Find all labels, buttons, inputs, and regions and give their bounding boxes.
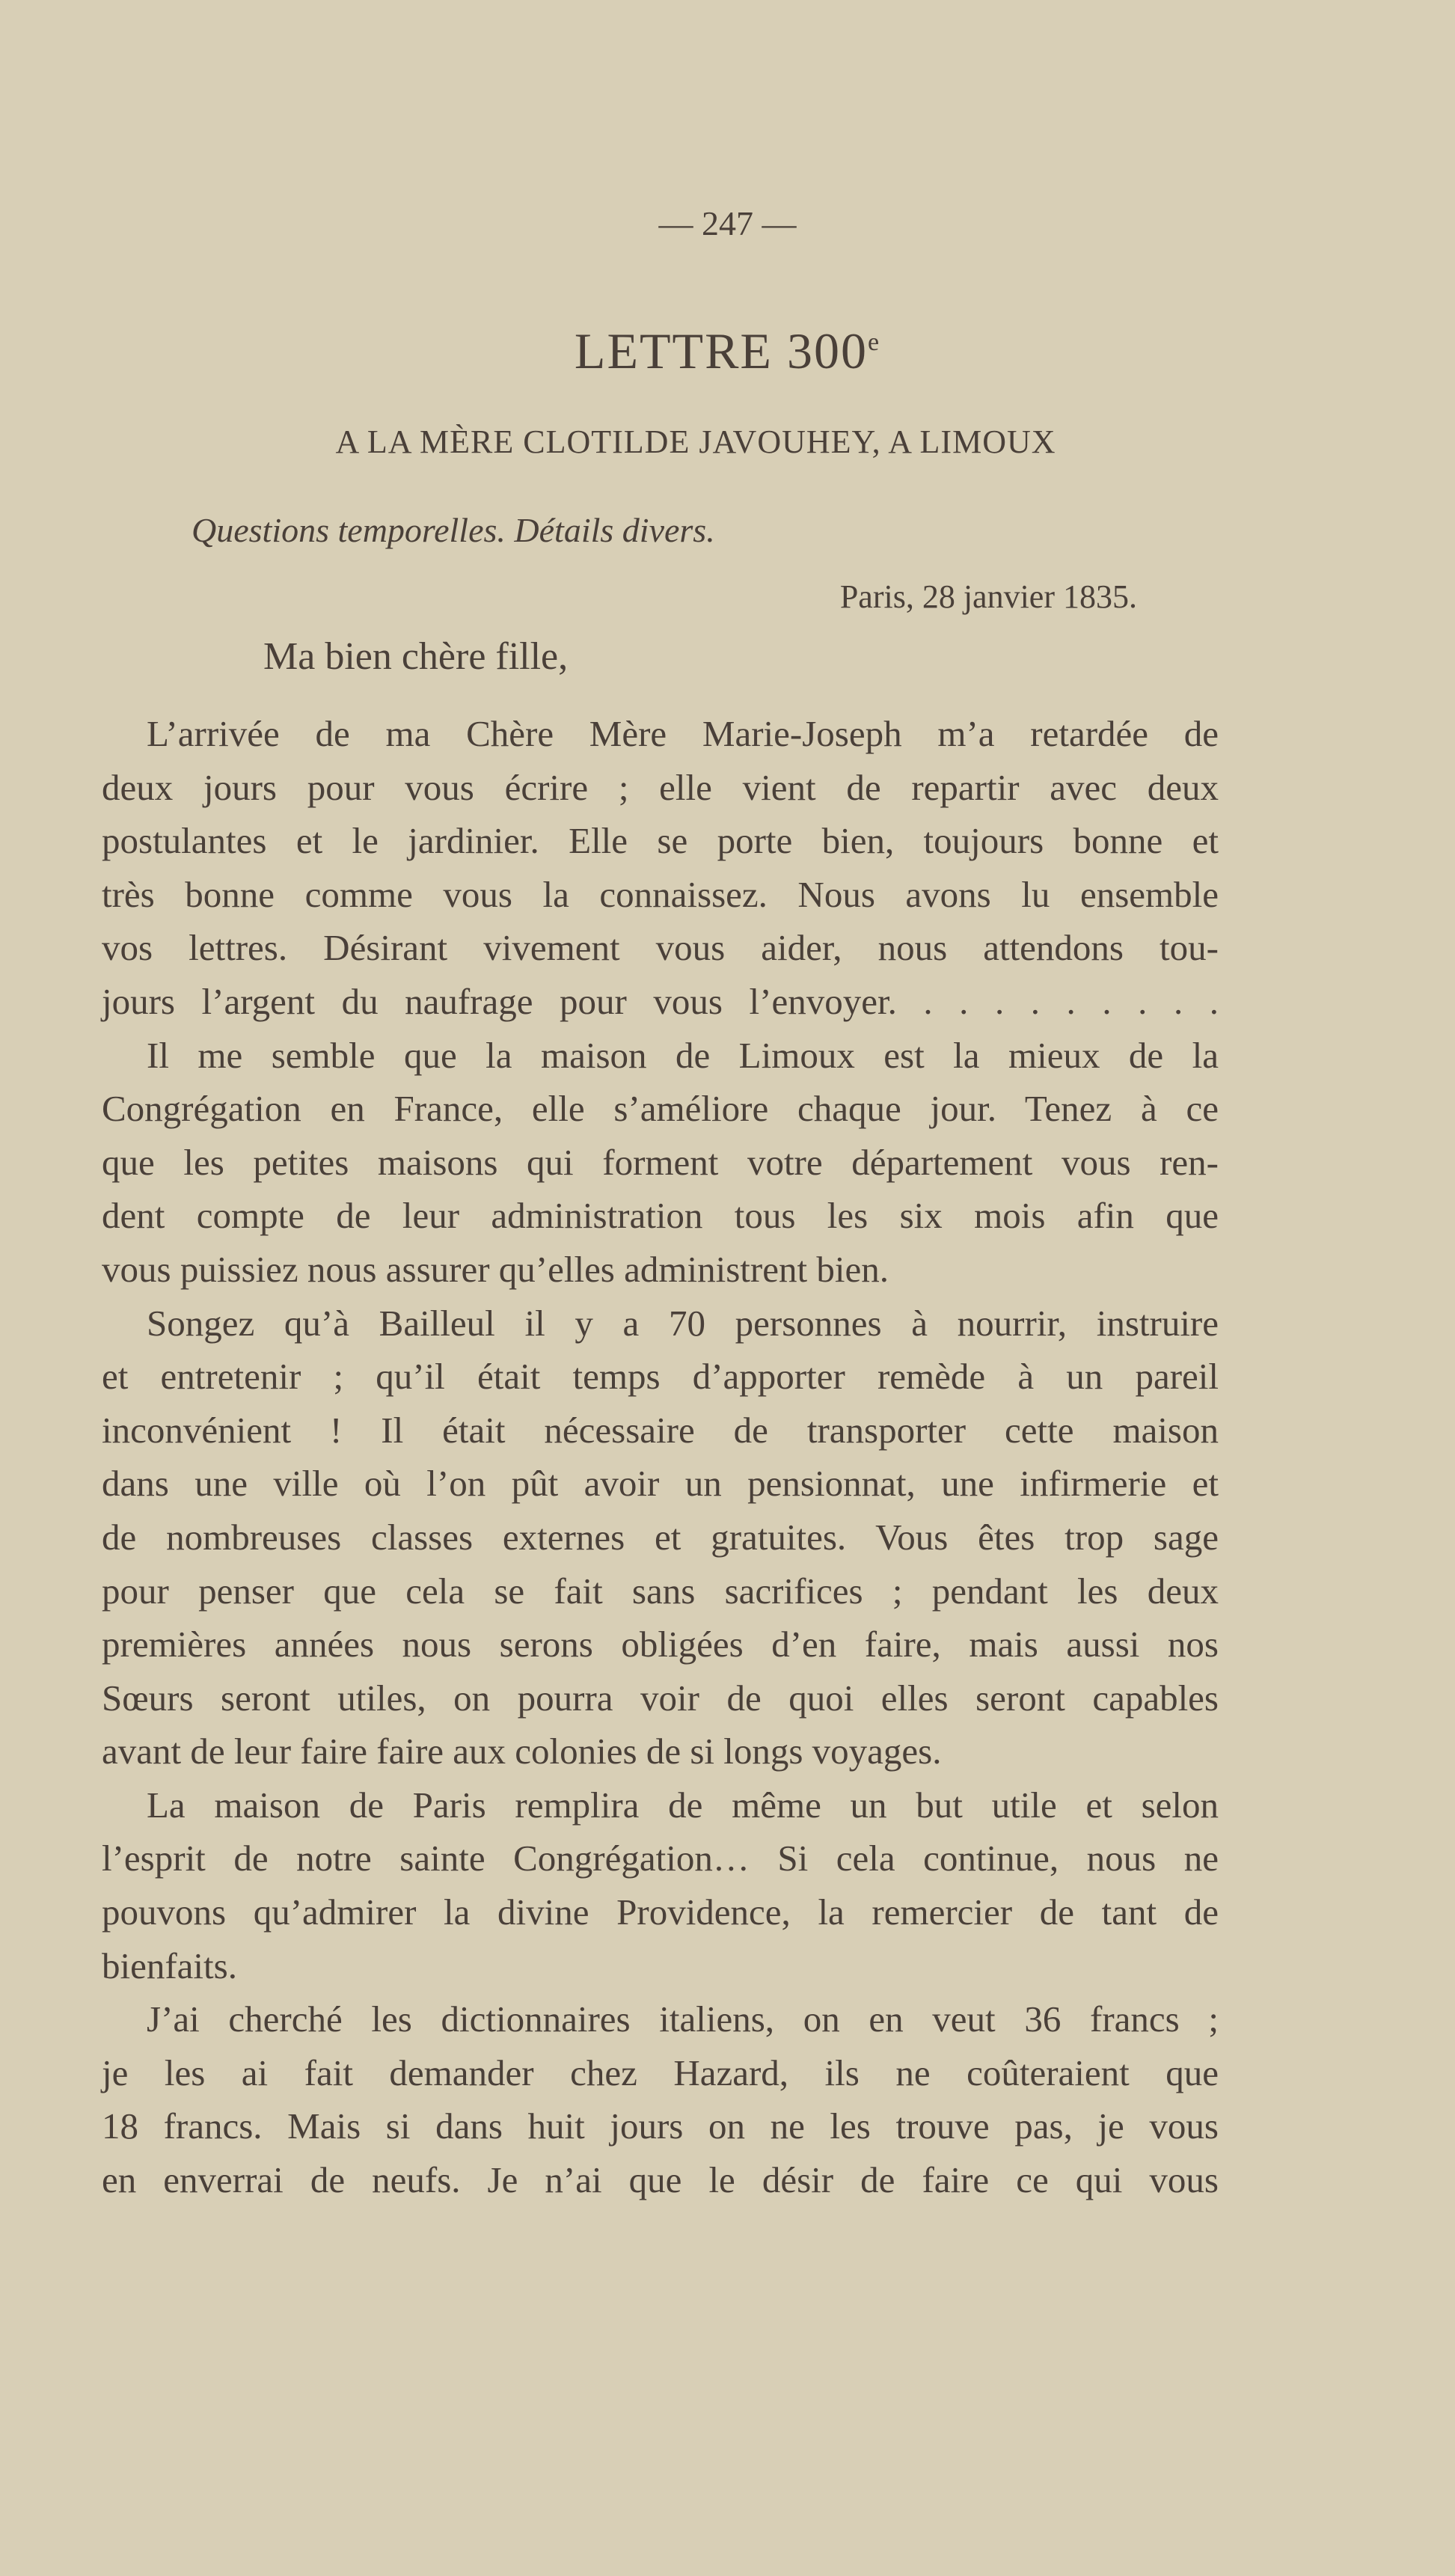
text-line: premières années nous serons obligées d’en faire, mais aussi nos [102,1624,1219,1665]
text-line: que les petites maisons qui forment votre département vous ren- [102,1141,1219,1183]
salutation: Ma bien chère fille, [263,635,569,678]
text-line: J’ai cherché les dictionnaires italiens, on en veut 36 francs ; [147,1998,1219,2040]
letter-title-superscript: e [867,328,881,356]
text-line: Congrégation en France, elle s’améliore chaque jour. Tenez à ce [102,1088,1219,1130]
text-line: 18 francs. Mais si dans huit jours on ne les trouve pas, je vous [102,2105,1219,2147]
letter-title [0,322,1455,381]
dateline: Paris, 28 janvier 1835. [839,578,1137,615]
text-line: dent compte de leur administration tous les six mois afin que [102,1195,1219,1237]
text-line: dans une ville où l’on pût avoir un pensionnat, une infirmerie et [102,1463,1219,1505]
text-line: et entretenir ; qu’il était temps d’apporter remède à un pareil [102,1356,1219,1398]
text-line: très bonne comme vous la connaissez. Nous avons lu ensemble [102,873,1219,915]
text-line: jours l’argent du naufrage pour vous l’envoyer. . . . . . . . . . [102,980,1219,1022]
text-line: l’esprit de notre sainte Congrégation… Si cela continue, nous ne [102,1838,1219,1879]
text-line: pour penser que cela se fait sans sacrifices ; pendant les deux [102,1570,1219,1612]
letter-body [102,707,1219,2207]
text-line: vos lettres. Désirant vivement vous aider, nous attendons tou- [102,927,1219,969]
text-line: pouvons qu’admirer la divine Providence, la remercier de tant de [102,1891,1219,1933]
text-line: inconvénient ! Il était nécessaire de transporter cette maison [102,1409,1219,1451]
recipient-heading: A LA MÈRE CLOTILDE JAVOUHEY, A LIMOUX [335,423,1056,460]
text-line: deux jours pour vous écrire ; elle vient de repartir avec deux [102,766,1219,808]
text-line: avant de leur faire faire aux colonies de si longs voyages. [102,1731,942,1772]
text-line: La maison de Paris remplira de même un but utile et selon [147,1784,1219,1826]
text-line: vous puissiez nous assurer qu’elles administrent bien. [102,1248,889,1290]
text-line: L’arrivée de ma Chère Mère Marie-Joseph m’a retardée de [147,713,1219,754]
text-line: Sœurs seront utiles, on pourra voir de quoi elles seront capables [102,1677,1219,1719]
text-line: Il me semble que la maison de Limoux est la mieux de la [147,1034,1219,1076]
text-line: je les ai fait demander chez Hazard, ils ne coûteraient que [102,2052,1219,2093]
text-line: Songez qu’à Bailleul il y a 70 personnes à nourrir, instruire [147,1302,1219,1344]
page-number: — 247 — [658,204,797,242]
text-line: bienfaits. [102,1945,237,1986]
text-line: de nombreuses classes externes et gratuites. Vous êtes trop sage [102,1516,1219,1558]
letter-title-text: LETTRE 300 [574,322,868,379]
letter-summary: Questions temporelles. Détails divers. [192,511,715,549]
text-line: postulantes et le jardinier. Elle se porte bien, toujours bonne et [102,820,1219,862]
text-line: en enverrai de neufs. Je n’ai que le désir de faire ce qui vous [102,2159,1219,2201]
